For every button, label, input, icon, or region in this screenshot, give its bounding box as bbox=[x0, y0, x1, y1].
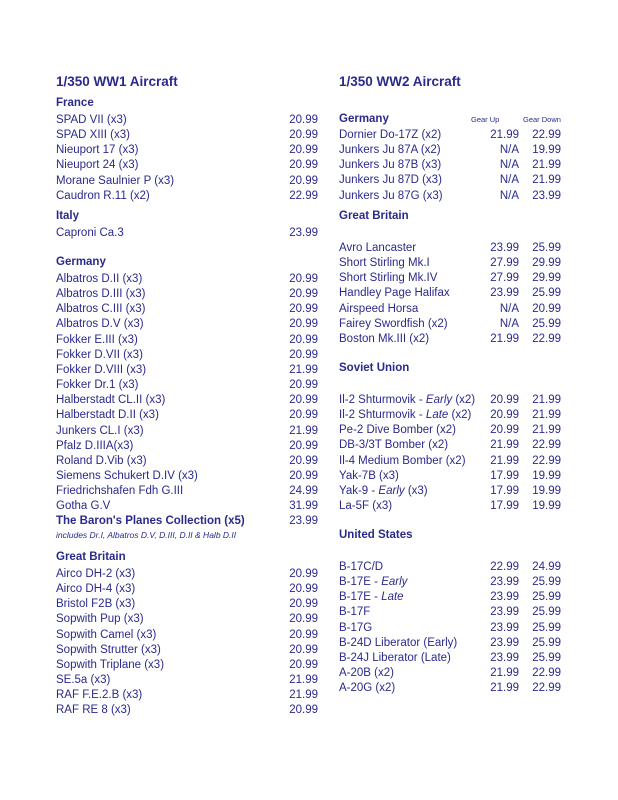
item-price: 20.99 bbox=[289, 469, 318, 482]
section-heading: Germany bbox=[56, 256, 106, 268]
item-name bbox=[339, 256, 430, 271]
item-name bbox=[339, 454, 466, 469]
list-item bbox=[339, 256, 569, 271]
item-name: The Baron's Planes Collection (x5) bbox=[56, 515, 245, 528]
list-item bbox=[339, 271, 569, 286]
item-quantity: (x2) bbox=[448, 409, 472, 422]
item-name: Nieuport 24 (x3) bbox=[56, 159, 139, 172]
gear-up-price: N/A bbox=[499, 189, 519, 202]
item-price: 21.99 bbox=[289, 424, 318, 437]
item-name-text: A-20B (x2) bbox=[339, 667, 394, 680]
item-variant: Late bbox=[425, 409, 449, 422]
gear-down-price: 21.99 bbox=[532, 424, 561, 437]
item-name bbox=[339, 173, 442, 188]
item-price: 20.99 bbox=[289, 628, 318, 641]
item-price: 20.99 bbox=[289, 348, 318, 361]
item-name-text: B-17E - bbox=[339, 576, 382, 589]
list-item bbox=[56, 514, 318, 529]
item-price: 20.99 bbox=[289, 303, 318, 316]
item-name bbox=[339, 438, 448, 453]
list-item bbox=[56, 189, 318, 204]
item-name: SE.5a (x3) bbox=[56, 674, 111, 687]
gear-down-price: 24.99 bbox=[532, 561, 561, 573]
gear-down-price: 25.99 bbox=[532, 287, 561, 300]
ww2-title: 1/350 WW2 Aircraft bbox=[339, 74, 461, 89]
list-item bbox=[56, 174, 318, 189]
item-name: RAF RE 8 (x3) bbox=[56, 704, 131, 717]
item-name-text: Junkers Ju 87D (x3) bbox=[339, 174, 442, 187]
item-name: Airco DH-2 (x3) bbox=[56, 568, 136, 580]
list-item bbox=[339, 317, 569, 332]
list-item bbox=[339, 484, 569, 499]
item-name bbox=[339, 317, 448, 332]
item-price: 20.99 bbox=[289, 144, 318, 157]
item-variant: Early bbox=[381, 576, 408, 589]
item-name-text: Airspeed Horsa bbox=[339, 302, 419, 315]
list-item bbox=[339, 499, 569, 514]
gear-down-price: 19.99 bbox=[532, 500, 561, 513]
section-heading: Soviet Union bbox=[339, 362, 410, 374]
item-name-text: Junkers Ju 87G (x3) bbox=[339, 189, 443, 202]
gear-up-price: N/A bbox=[499, 174, 519, 187]
item-name-text: La-5F (x3) bbox=[339, 500, 393, 513]
item-name-text: DB-3/3T Bomber (x2) bbox=[339, 439, 449, 452]
gear-down-price: 22.99 bbox=[532, 332, 561, 345]
list-item bbox=[56, 582, 318, 597]
list-item bbox=[339, 393, 569, 408]
gear-up-price: 23.99 bbox=[490, 636, 519, 649]
item-name-text: B-24D Liberator (Early) bbox=[339, 636, 458, 649]
item-name: Siemens Schukert D.IV (x3) bbox=[56, 469, 198, 482]
item-variant: Early bbox=[378, 484, 405, 497]
item-name: Sopwith Camel (x3) bbox=[56, 628, 157, 641]
list-item bbox=[56, 484, 318, 499]
item-price: 31.99 bbox=[289, 500, 318, 513]
list-item bbox=[339, 590, 569, 605]
item-price: 20.99 bbox=[289, 613, 318, 626]
gear-down-price: 25.99 bbox=[532, 242, 561, 254]
list-item bbox=[339, 143, 569, 158]
list-item bbox=[339, 423, 569, 438]
gear-down-price: 25.99 bbox=[532, 576, 561, 589]
gear-down-price: 22.99 bbox=[532, 667, 561, 680]
item-name-text: Il-2 Shturmovik - bbox=[339, 394, 426, 406]
list-item bbox=[56, 643, 318, 658]
gear-down-price: 25.99 bbox=[532, 591, 561, 604]
list-item bbox=[56, 424, 318, 439]
item-name: Sopwith Strutter (x3) bbox=[56, 643, 161, 656]
list-item bbox=[56, 302, 318, 317]
item-name: Sopwith Pup (x3) bbox=[56, 613, 144, 626]
gear-up-price: N/A bbox=[499, 159, 519, 172]
gear-down-price: 21.99 bbox=[532, 409, 561, 422]
section-heading: Great Britain bbox=[339, 210, 409, 222]
list-item bbox=[339, 575, 569, 590]
item-price: 20.99 bbox=[289, 333, 318, 346]
list-item bbox=[339, 454, 569, 469]
item-price: 20.99 bbox=[289, 583, 318, 596]
item-name: Gotha G.V bbox=[56, 500, 111, 513]
item-name: Caproni Ca.3 bbox=[56, 227, 124, 239]
item-name-text: Short Stirling Mk.IV bbox=[339, 272, 438, 285]
item-name-text: Yak-7B (x3) bbox=[339, 469, 399, 482]
gear-down-price: 25.99 bbox=[532, 621, 561, 634]
item-price: 20.99 bbox=[289, 318, 318, 331]
item-name bbox=[339, 332, 429, 347]
gear-up-price: 17.99 bbox=[490, 469, 519, 482]
list-item bbox=[56, 158, 318, 173]
list-item bbox=[339, 621, 569, 636]
item-price: 20.99 bbox=[289, 379, 318, 392]
gear-down-price: 19.99 bbox=[532, 484, 561, 497]
item-name bbox=[339, 143, 441, 158]
gear-up-price: N/A bbox=[499, 317, 519, 330]
gear-down-price: 29.99 bbox=[532, 272, 561, 285]
item-name bbox=[339, 241, 416, 256]
list-item bbox=[56, 688, 318, 703]
gear-up-price: 21.99 bbox=[490, 454, 519, 467]
item-price: 20.99 bbox=[289, 114, 318, 126]
list-item bbox=[56, 454, 318, 469]
list-item bbox=[339, 189, 569, 204]
list-item bbox=[339, 286, 569, 301]
list-item bbox=[56, 612, 318, 627]
gear-up-price: 17.99 bbox=[490, 500, 519, 513]
list-item bbox=[339, 605, 569, 620]
gear-up-price: 23.99 bbox=[490, 242, 519, 254]
gear-up-price: 23.99 bbox=[490, 621, 519, 634]
item-name-text: Junkers Ju 87A (x2) bbox=[339, 144, 441, 157]
item-name bbox=[339, 286, 450, 301]
item-name bbox=[339, 158, 441, 173]
item-price: 24.99 bbox=[289, 485, 318, 498]
item-name bbox=[339, 484, 428, 499]
item-quantity: (x3) bbox=[404, 484, 428, 497]
gear-down-price: 21.99 bbox=[532, 394, 561, 406]
item-name bbox=[339, 560, 383, 575]
item-variant: Late bbox=[381, 591, 404, 604]
gear-down-price: 22.99 bbox=[532, 454, 561, 467]
item-quantity: (x2) bbox=[452, 394, 476, 406]
item-name-text: Boston Mk.III (x2) bbox=[339, 332, 430, 345]
gear-down-price: 29.99 bbox=[532, 257, 561, 270]
gear-down-price: 20.99 bbox=[532, 302, 561, 315]
list-item bbox=[56, 226, 318, 241]
gear-down-price: 22.99 bbox=[532, 129, 561, 141]
item-name-text: Yak-9 - bbox=[339, 484, 379, 497]
item-name bbox=[339, 590, 404, 605]
item-name-text: Il-4 Medium Bomber (x2) bbox=[339, 454, 466, 467]
item-name bbox=[339, 271, 437, 286]
item-name-text: A-20G (x2) bbox=[339, 682, 396, 695]
section-heading: Germany bbox=[339, 113, 389, 125]
item-price: 20.99 bbox=[289, 273, 318, 285]
item-price: 21.99 bbox=[289, 363, 318, 376]
item-name: Nieuport 17 (x3) bbox=[56, 144, 139, 157]
section-heading: France bbox=[56, 97, 94, 109]
item-name-text: Pe-2 Dive Bomber (x2) bbox=[339, 424, 456, 437]
item-name: Fokker E.III (x3) bbox=[56, 333, 138, 346]
item-name: Caudron R.11 (x2) bbox=[56, 189, 150, 202]
item-name-text: B-24J Liberator (Late) bbox=[339, 651, 451, 664]
gear-down-price: 21.99 bbox=[532, 174, 561, 187]
item-name: Fokker Dr.1 (x3) bbox=[56, 379, 139, 392]
list-item bbox=[339, 241, 569, 256]
item-name bbox=[339, 499, 392, 514]
list-item bbox=[56, 499, 318, 514]
item-name: Halberstadt D.II (x3) bbox=[56, 409, 159, 422]
gear-up-price: N/A bbox=[499, 144, 519, 157]
item-name: Friedrichshafen Fdh G.III bbox=[56, 485, 184, 498]
item-name-text: Dornier Do-17Z (x2) bbox=[339, 129, 442, 141]
item-name bbox=[339, 621, 372, 636]
item-name: Morane Saulnier P (x3) bbox=[56, 174, 175, 187]
list-item bbox=[339, 158, 569, 173]
item-price: 20.99 bbox=[289, 288, 318, 301]
list-item bbox=[56, 703, 318, 718]
list-item bbox=[56, 363, 318, 378]
gear-down-price: 19.99 bbox=[532, 144, 561, 157]
item-price: 21.99 bbox=[289, 689, 318, 702]
list-item bbox=[56, 469, 318, 484]
item-price: 20.99 bbox=[289, 454, 318, 467]
gear-up-price: 23.99 bbox=[490, 651, 519, 664]
item-name: Albatros D.III (x3) bbox=[56, 288, 146, 301]
list-item bbox=[56, 393, 318, 408]
item-name: Sopwith Triplane (x3) bbox=[56, 658, 165, 671]
item-price: 20.99 bbox=[289, 174, 318, 187]
ww1-title: 1/350 WW1 Aircraft bbox=[56, 74, 178, 89]
list-item bbox=[339, 408, 569, 423]
gear-up-price: 27.99 bbox=[490, 272, 519, 285]
item-price: 20.99 bbox=[289, 439, 318, 452]
item-name: Halberstadt CL.II (x3) bbox=[56, 394, 166, 407]
item-name bbox=[339, 636, 457, 651]
list-item bbox=[339, 636, 569, 651]
gear-up-price: 21.99 bbox=[490, 682, 519, 695]
gear-down-price: 23.99 bbox=[532, 189, 561, 202]
gear-up-price: 21.99 bbox=[490, 129, 519, 141]
item-name-text: Fairey Swordfish (x2) bbox=[339, 317, 448, 330]
gear-up-price: N/A bbox=[499, 302, 519, 315]
gear-up-header: Gear Up bbox=[471, 115, 500, 124]
list-item bbox=[56, 113, 318, 128]
item-price: 20.99 bbox=[289, 394, 318, 407]
gear-down-price: 21.99 bbox=[532, 159, 561, 172]
gear-up-price: 23.99 bbox=[490, 287, 519, 300]
item-name-text: Short Stirling Mk.I bbox=[339, 257, 430, 270]
item-name: Albatros D.V (x3) bbox=[56, 318, 144, 331]
list-item bbox=[56, 567, 318, 582]
item-price: 20.99 bbox=[289, 643, 318, 656]
item-name-text: B-17C/D bbox=[339, 561, 384, 573]
gear-up-price: 22.99 bbox=[490, 561, 519, 573]
item-name: RAF F.E.2.B (x3) bbox=[56, 689, 143, 702]
item-price: 20.99 bbox=[289, 159, 318, 172]
item-name bbox=[339, 408, 471, 423]
item-price: 20.99 bbox=[289, 568, 318, 580]
item-name bbox=[339, 666, 394, 681]
item-name: SPAD XIII (x3) bbox=[56, 129, 130, 142]
item-name bbox=[339, 393, 475, 408]
section-heading: Italy bbox=[56, 210, 80, 222]
list-item bbox=[339, 173, 569, 188]
item-name: Bristol F2B (x3) bbox=[56, 598, 136, 611]
list-item bbox=[56, 378, 318, 393]
item-name bbox=[339, 681, 395, 696]
gear-up-price: 21.99 bbox=[490, 667, 519, 680]
section-heading: United States bbox=[339, 529, 413, 541]
item-name bbox=[339, 423, 456, 438]
gear-down-price: 19.99 bbox=[532, 469, 561, 482]
list-item bbox=[56, 628, 318, 643]
item-name bbox=[339, 575, 407, 590]
list-item bbox=[339, 469, 569, 484]
item-name-text: Avro Lancaster bbox=[339, 242, 417, 254]
item-price: 20.99 bbox=[289, 704, 318, 717]
gear-down-price: 25.99 bbox=[532, 651, 561, 664]
item-name-text: B-17G bbox=[339, 621, 373, 634]
list-item bbox=[56, 439, 318, 454]
item-name bbox=[339, 189, 443, 204]
gear-up-price: 20.99 bbox=[490, 424, 519, 437]
list-item bbox=[56, 333, 318, 348]
section-heading: Great Britain bbox=[56, 551, 126, 563]
gear-up-price: 23.99 bbox=[490, 606, 519, 619]
item-name: Airco DH-4 (x3) bbox=[56, 583, 136, 596]
item-name bbox=[339, 128, 441, 143]
list-item bbox=[56, 143, 318, 158]
list-item bbox=[56, 287, 318, 302]
list-item bbox=[339, 681, 569, 696]
item-name bbox=[339, 605, 370, 620]
list-item bbox=[56, 348, 318, 363]
list-item bbox=[56, 658, 318, 673]
list-item bbox=[339, 302, 569, 317]
list-item bbox=[339, 128, 569, 143]
list-item bbox=[339, 651, 569, 666]
item-name-text: B-17F bbox=[339, 606, 371, 619]
item-name bbox=[339, 469, 399, 484]
gear-down-price: 22.99 bbox=[532, 439, 561, 452]
gear-up-price: 23.99 bbox=[490, 576, 519, 589]
list-item bbox=[56, 597, 318, 612]
gear-up-price: 21.99 bbox=[490, 332, 519, 345]
list-item bbox=[339, 560, 569, 575]
item-name: SPAD VII (x3) bbox=[56, 114, 127, 126]
item-price: 21.99 bbox=[289, 674, 318, 687]
item-name-text: Il-2 Shturmovik - bbox=[339, 409, 426, 422]
item-price: 20.99 bbox=[289, 658, 318, 671]
item-price: 22.99 bbox=[289, 189, 318, 202]
item-name: Fokker D.VII (x3) bbox=[56, 348, 143, 361]
item-name-text: Handley Page Halifax bbox=[339, 287, 450, 300]
item-name: Fokker D.VIII (x3) bbox=[56, 363, 147, 376]
gear-up-price: 20.99 bbox=[490, 409, 519, 422]
list-item bbox=[339, 666, 569, 681]
list-item bbox=[56, 128, 318, 143]
item-price: 23.99 bbox=[289, 515, 318, 528]
item-price: 23.99 bbox=[289, 227, 318, 239]
gear-up-price: 23.99 bbox=[490, 591, 519, 604]
item-price: 20.99 bbox=[289, 129, 318, 142]
item-name bbox=[339, 651, 451, 666]
list-item bbox=[56, 317, 318, 332]
item-name: Roland D.Vib (x3) bbox=[56, 454, 147, 467]
item-name-text: Junkers Ju 87B (x3) bbox=[339, 159, 442, 172]
collection-note: includes Dr.I, Albatros D.V, D.III, D.II & Halb D.II bbox=[56, 530, 237, 541]
gear-down-price: 25.99 bbox=[532, 606, 561, 619]
gear-down-header: Gear Down bbox=[523, 115, 561, 124]
item-variant: Early bbox=[425, 394, 453, 406]
list-item bbox=[339, 332, 569, 347]
gear-down-price: 25.99 bbox=[532, 636, 561, 649]
item-name bbox=[339, 302, 418, 317]
item-price: 20.99 bbox=[289, 409, 318, 422]
item-price: 20.99 bbox=[289, 598, 318, 611]
gear-up-price: 17.99 bbox=[490, 484, 519, 497]
list-item bbox=[56, 408, 318, 423]
item-name-text: B-17E - bbox=[339, 591, 382, 604]
item-name: Albatros D.II (x3) bbox=[56, 273, 143, 285]
item-name: Pfalz D.IIIA(x3) bbox=[56, 439, 134, 452]
gear-up-price: 21.99 bbox=[490, 439, 519, 452]
list-item bbox=[339, 438, 569, 453]
list-item bbox=[56, 272, 318, 287]
list-item bbox=[56, 673, 318, 688]
gear-down-price: 22.99 bbox=[532, 682, 561, 695]
gear-down-price: 25.99 bbox=[532, 317, 561, 330]
gear-up-price: 27.99 bbox=[490, 257, 519, 270]
item-name: Junkers CL.I (x3) bbox=[56, 424, 144, 437]
gear-up-price: 20.99 bbox=[490, 394, 519, 406]
item-name: Albatros C.III (x3) bbox=[56, 303, 146, 316]
